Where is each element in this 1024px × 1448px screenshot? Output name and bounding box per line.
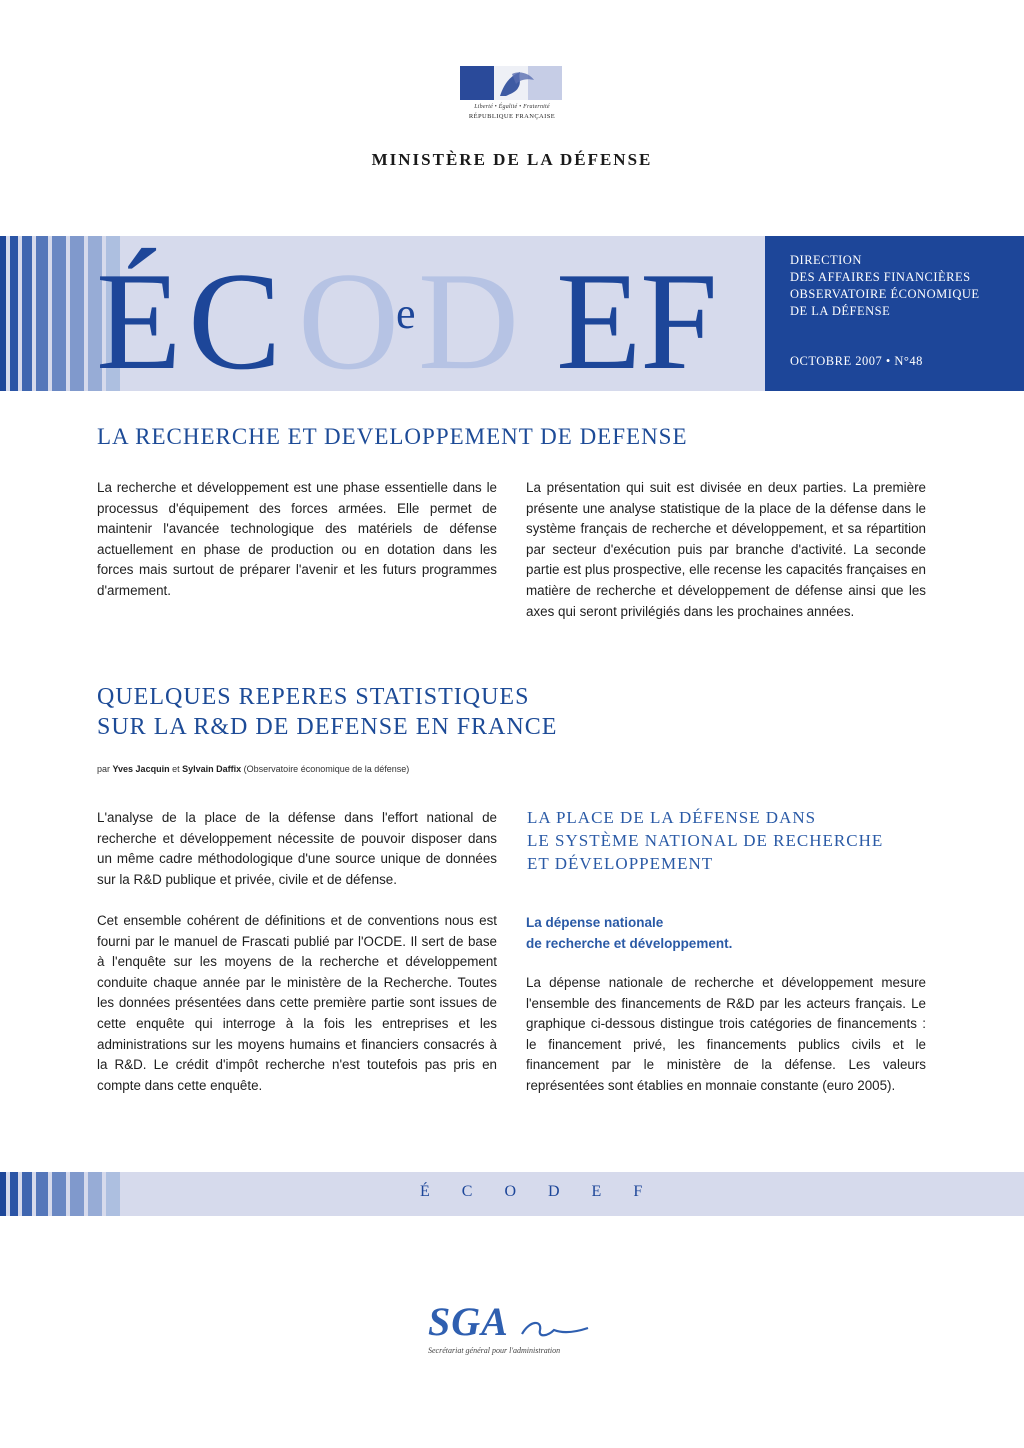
place-heading-line: LA PLACE DE LA DÉFENSE DANS bbox=[527, 808, 817, 827]
subheading-line: La dépense nationale bbox=[526, 915, 664, 930]
republic-name: RÉPUBLIQUE FRANÇAISE bbox=[468, 113, 556, 120]
author-affiliation: (Observatoire économique de la défense) bbox=[243, 764, 410, 774]
info-line: OBSERVATOIRE ÉCONOMIQUE bbox=[790, 287, 980, 301]
republic-motto: Liberté • Égalité • Fraternité bbox=[474, 104, 550, 110]
info-line: DE LA DÉFENSE bbox=[790, 304, 891, 318]
ministry-name: MINISTÈRE DE LA DÉFENSE bbox=[371, 150, 653, 169]
republique-francaise-logo bbox=[460, 66, 564, 120]
sga-logo bbox=[428, 1299, 598, 1355]
publisher-info-box bbox=[765, 236, 1024, 391]
intro-paragraph-left: La recherche et développement est une phase essentielle dans le processus d'équipement des forces armées. Elle permet de maintenir l'avancée technologique des matériels de défense actuellement en phase de production ou en dotation dans les forces mais surtout de préparer l'avenir et les futurs programmes d'armement. bbox=[97, 480, 497, 598]
marianne-emblem-icon bbox=[460, 66, 562, 100]
stats-paragraph-2: Cet ensemble cohérent de définitions et de conventions nous est fourni par le manuel de Frascati publié par l'OCDE. Il sert de base à l'enquête sur les moyens de la recherche et développement conduite chaque année par le ministère de la Recherche. Toutes les données présentées dans cette première partie sont issues de cette enquête qui interroge à la fois les entreprises et les administrations sur les moyens humains et financiers consacrés à la R&D. Le crédit d'impôt recherche n'est toutefois pas pris en compte dans cette enquête. bbox=[97, 913, 497, 1093]
issue-date: OCTOBRE 2007 • N°48 bbox=[790, 354, 923, 368]
stats-heading bbox=[97, 682, 557, 742]
place-heading-line: ET DÉVELOPPEMENT bbox=[527, 854, 714, 873]
svg-text:O: O bbox=[298, 244, 400, 391]
author-name: Yves Jacquin bbox=[112, 764, 170, 774]
main-heading: LA RECHERCHE ET DEVELOPPEMENT DE DEFENSE bbox=[97, 424, 688, 449]
place-heading bbox=[527, 806, 883, 875]
author-byline bbox=[97, 764, 409, 774]
author-name: Sylvain Daffix bbox=[182, 764, 242, 774]
stats-paragraph-1: L'analyse de la place de la défense dans l'effort national de recherche et développement nécessite de pouvoir disposer dans un même cadre méthodologique d'une source unique de données sur la R&D publique et privée, civile et de défense. bbox=[97, 810, 497, 887]
intro-paragraph-right: La présentation qui suit est divisée en deux parties. La première présente une analyse statistique de la place de la défense dans le système français de recherche et développement, et sa répartition par secteur d'exécution puis par branche d'activité. La seconde partie est plus prospective, elle recense les capacités françaises en matière de recherche et développement de défense ainsi que les axes qui seront privilégiés dans les prochaines années. bbox=[526, 480, 926, 619]
byline-by: par bbox=[97, 764, 111, 774]
info-line: DIRECTION bbox=[790, 253, 862, 267]
stats-heading-line: SUR LA R&D DE DEFENSE EN FRANCE bbox=[97, 714, 558, 740]
info-line: DES AFFAIRES FINANCIÈRES bbox=[790, 270, 971, 284]
ecodef-title-logo bbox=[0, 236, 765, 391]
svg-text:D: D bbox=[418, 244, 520, 391]
svg-text:C: C bbox=[188, 244, 282, 391]
place-heading-line: LE SYSTÈME NATIONAL DE RECHERCHE bbox=[527, 831, 884, 850]
sga-caption: Secrétariat général pour l'administration bbox=[428, 1346, 561, 1355]
publisher-direction bbox=[790, 252, 980, 320]
svg-text:e: e bbox=[396, 289, 416, 338]
sga-wordmark: SGA bbox=[428, 1299, 509, 1344]
place-paragraph: La dépense nationale de recherche et développement mesure l'ensemble des financements de R&D par les acteurs français. Le graphique ci-dessous distingue trois catégories de financements : le financement privé, les financements publics civils et le financement par le ministère de la défense. Les valeurs représentées sont établies en monnaie constante (euro 2005). bbox=[526, 975, 926, 1093]
footer-title: É C O D E F bbox=[420, 1183, 657, 1200]
sga-swash-icon bbox=[520, 1316, 590, 1340]
masthead-banner bbox=[0, 236, 1024, 391]
footer-band bbox=[0, 1172, 1024, 1216]
place-subheading bbox=[526, 912, 732, 954]
stats-heading-line: QUELQUES REPERES STATISTIQUES bbox=[97, 684, 530, 710]
svg-text:E: E bbox=[556, 244, 642, 391]
svg-text:F: F bbox=[640, 244, 718, 391]
byline-and: et bbox=[172, 764, 180, 774]
svg-text:É: É bbox=[96, 244, 182, 391]
subheading-line: de recherche et développement. bbox=[526, 936, 733, 951]
